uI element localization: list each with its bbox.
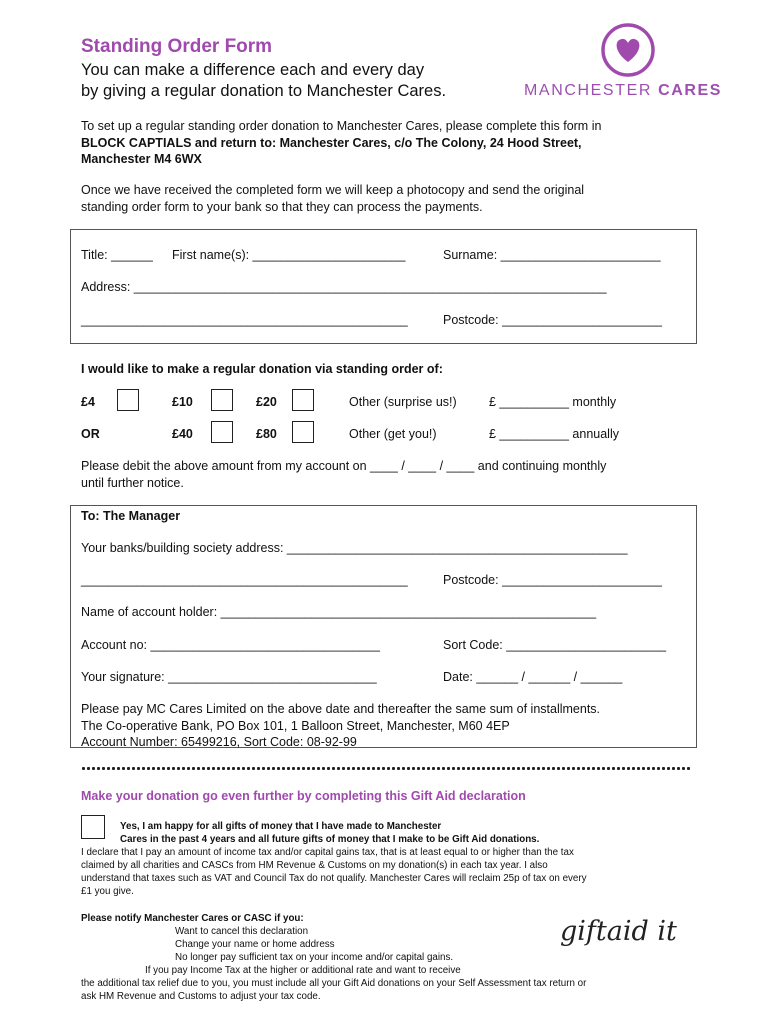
or-label: OR <box>81 427 100 441</box>
account-holder-field[interactable]: Name of account holder: ______________________________________________________ <box>81 605 597 619</box>
other-monthly-label: Other (surprise us!) <box>349 395 457 409</box>
monthly-amount-field[interactable]: £ __________ monthly <box>489 395 617 409</box>
first-name-field[interactable]: First name(s): ______________________ <box>172 248 406 262</box>
giftaid-logo <box>558 910 678 958</box>
amount-4-label: £4 <box>81 395 95 409</box>
subtitle <box>81 60 446 102</box>
title-field[interactable]: Title: ______ <box>81 248 153 262</box>
subtitle-line-2: by giving a regular donation to Manchester Cares. <box>81 82 447 100</box>
gift-aid-heading: Make your donation go even further by completing this Gift Aid declaration <box>81 789 526 803</box>
manager-heading: To: The Manager <box>81 509 181 523</box>
gift-aid-checkbox[interactable] <box>81 815 105 839</box>
notify-list: Want to cancel this declaration Change your name or home address No longer pay sufficient tax on your income and/or capital gains. <box>175 926 454 963</box>
payment-instructions: Please pay MC Cares Limited on the above date and thereafter the same sum of installments. The Co-operative Bank, PO Box 101, 1 Balloon Street, Manchester, M60 4EP Account Number: 65499216, Sort Code: 08-92-99 <box>81 702 601 749</box>
dotted-divider <box>81 766 691 771</box>
amount-10-label: £10 <box>172 395 193 409</box>
self-assessment-note: the additional tax relief due to you, you must include all your Gift Aid donations on your Self Assessment tax return or ask HM Revenue and Customs to adjust your tax code. <box>81 978 587 1002</box>
amount-40-checkbox[interactable] <box>211 421 233 443</box>
bank-address-field[interactable]: Your banks/building society address: _________________________________________________ <box>81 541 628 555</box>
amount-80-label: £80 <box>256 427 277 441</box>
amount-80-checkbox[interactable] <box>292 421 314 443</box>
address-line-2-field[interactable]: _______________________________________________ <box>81 313 408 327</box>
amount-10-checkbox[interactable] <box>211 389 233 411</box>
amount-20-checkbox[interactable] <box>292 389 314 411</box>
bank-address-line-2-field[interactable]: _______________________________________________ <box>81 573 408 587</box>
postcode-field[interactable]: Postcode: _______________________ <box>443 313 662 327</box>
other-annual-label: Other (get you!) <box>349 427 437 441</box>
gift-aid-declaration: I declare that I pay an amount of income tax and/or capital gains tax, that is at least equal to or higher than the tax claimed by all charities and CASCs from HM Revenue & Customs on my donation(s) in each tax year. I also understand that taxes such as VAT and Council Tax do not qualify. Manchester Cares will reclaim 25p of tax on every £1 you give. <box>81 847 587 897</box>
date-field[interactable]: Date: ______ / ______ / ______ <box>443 670 623 684</box>
notify-heading: Please notify Manchester Cares or CASC if you: <box>81 913 304 924</box>
bank-postcode-field[interactable]: Postcode: _______________________ <box>443 573 662 587</box>
subtitle-line-1: You can make a difference each and every day <box>81 61 425 79</box>
address-field[interactable]: Address: ____________________________________________________________________ <box>81 280 607 294</box>
debit-instruction: Please debit the above amount from my account on ____ / ____ / ____ and continuing monthly until further notice. <box>81 459 607 490</box>
amount-20-label: £20 <box>256 395 277 409</box>
intro-text: To set up a regular standing order donation to Manchester Cares, please complete this form in BLOCK CAPTIALS and return to: Manchester Cares, c/o The Colony, 24 Hood Street, Manchester M4 6WX <box>81 119 602 166</box>
higher-rate-note: If you pay Income Tax at the higher or additional rate and want to receive <box>145 965 461 976</box>
surname-field[interactable]: Surname: _______________________ <box>443 248 661 262</box>
gift-aid-consent: Yes, I am happy for all gifts of money that I have made to Manchester Cares in the past 4 years and all future gifts of money that I make to be Gift Aid donations. <box>120 821 540 845</box>
heart-icon <box>600 22 656 78</box>
brand-logo-text: MANCHESTER CARES <box>524 82 723 99</box>
sort-code-field[interactable]: Sort Code: _______________________ <box>443 638 667 652</box>
intro-note: Once we have received the completed form we will keep a photocopy and send the original standing order form to your bank so that they can process the payments. <box>81 183 585 214</box>
annual-amount-field[interactable]: £ __________ annually <box>489 427 619 441</box>
amount-4-checkbox[interactable] <box>117 389 139 411</box>
page-title: Standing Order Form <box>81 36 273 57</box>
signature-field[interactable]: Your signature: ______________________________ <box>81 670 377 684</box>
donation-heading: I would like to make a regular donation via standing order of: <box>81 362 443 376</box>
amount-40-label: £40 <box>172 427 193 441</box>
svg-text:giftaid it: giftaid it <box>560 916 677 947</box>
account-number-field[interactable]: Account no: _________________________________ <box>81 638 380 652</box>
